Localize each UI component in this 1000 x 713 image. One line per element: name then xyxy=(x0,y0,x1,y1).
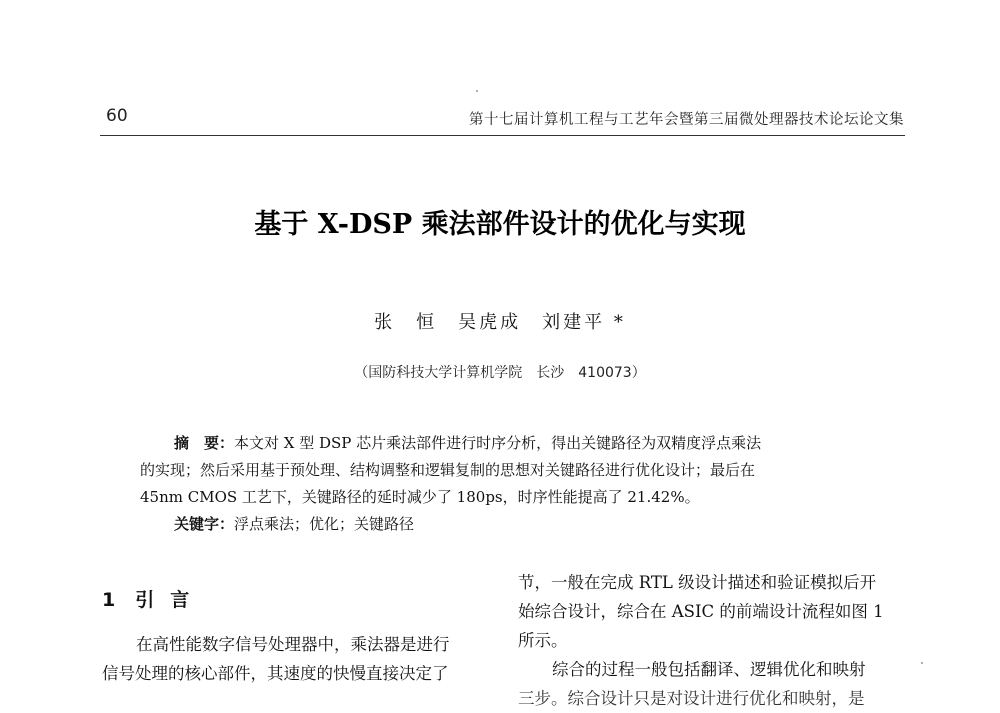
paper-title: 基于 X-DSP 乘法部件设计的优化与实现 xyxy=(254,209,746,240)
abstract-text-1: 本文对 X 型 DSP 芯片乘法部件进行时序分析，得出关键路径为双精度浮点乘法 xyxy=(234,434,762,452)
keywords xyxy=(140,511,870,538)
abstract xyxy=(140,430,870,538)
left-column-line-1: 在高性能数字信号处理器中，乘法器是进行 xyxy=(136,635,450,654)
section-number: 1 xyxy=(102,589,118,611)
keywords-label: 关键字： xyxy=(174,515,235,533)
page-number: 60 xyxy=(106,106,128,126)
section-heading xyxy=(102,585,191,612)
right-column-line-4: 综合的过程一般包括翻译、逻辑优化和映射 xyxy=(552,660,866,679)
right-column-line-1: 节，一般在完成 RTL 级设计描述和验证模拟后开 xyxy=(518,573,877,592)
scan-speck xyxy=(921,662,923,664)
abstract-line-1 xyxy=(140,430,870,457)
abstract-line-3: 45nm CMOS 工艺下，关键路径的延时减少了 180ps，时序性能提高了 21.42%。 xyxy=(140,488,700,506)
section-title-char-2: 言 xyxy=(170,589,192,611)
abstract-label: 摘 要： xyxy=(174,434,235,452)
right-column xyxy=(518,568,908,713)
header-rule xyxy=(100,135,905,136)
left-column xyxy=(102,630,487,688)
left-column-line-2: 信号处理的核心部件，其速度的快慢直接决定了 xyxy=(102,664,449,683)
abstract-line-2: 的实现；然后采用基于预处理、结构调整和逻辑复制的思想对关键路径进行优化设计；最后在 xyxy=(140,461,756,479)
right-column-line-5: 三步。综合设计只是对设计进行优化和映射，是 xyxy=(518,689,865,708)
scan-speck xyxy=(476,90,478,92)
authors: 张 恒 吴虎成 刘建平 * xyxy=(374,312,626,333)
keywords-text: 浮点乘法；优化；关键路径 xyxy=(234,515,415,533)
right-column-line-2: 始综合设计，综合在 ASIC 的前端设计流程如图 1 xyxy=(518,602,884,621)
affiliation: （国防科技大学计算机学院 长沙 410073） xyxy=(354,365,646,381)
section-title-char-1: 引 xyxy=(135,589,157,611)
right-column-line-3: 所示。 xyxy=(518,631,568,650)
running-header: 第十七届计算机工程与工艺年会暨第三届微处理器技术论坛论文集 xyxy=(469,112,904,128)
